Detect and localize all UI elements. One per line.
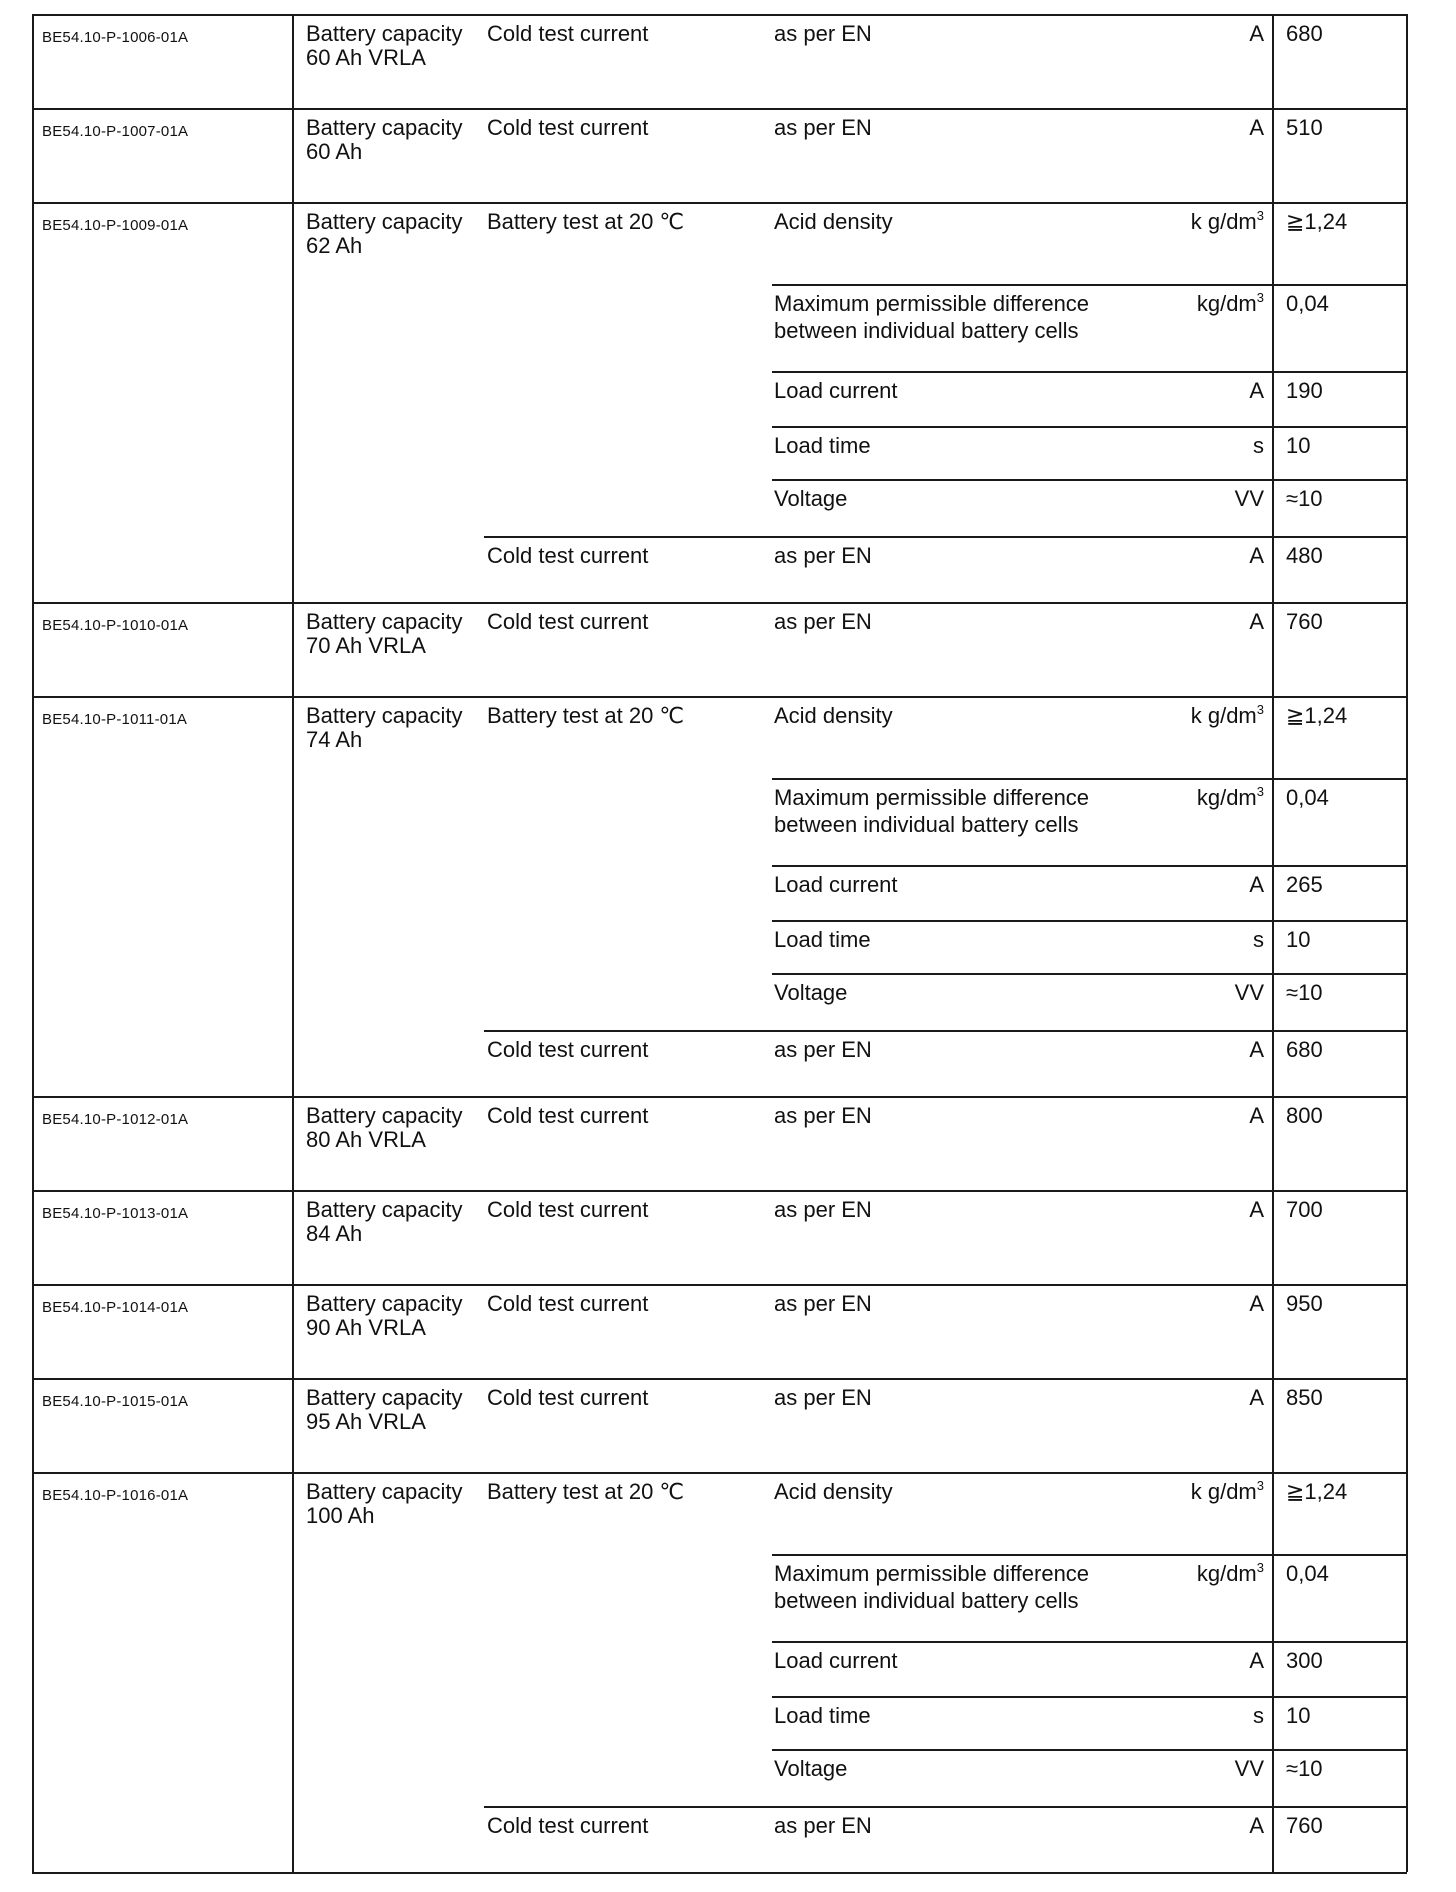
value: 0,04 [1286,785,1329,810]
component-label: Battery capacity [306,1385,463,1410]
unit [1064,21,1264,46]
value: 0,04 [1286,291,1329,316]
row-separator [484,536,1406,538]
parameter-name: as per EN [774,543,872,568]
unit [1064,703,1264,728]
value-column-divider [1272,202,1274,602]
value: 0,04 [1286,1561,1329,1586]
code-column-divider [292,1378,294,1472]
value-column-divider [1272,1472,1274,1872]
code-column-divider [292,1096,294,1190]
group-separator [32,1872,1407,1874]
parameter-name-line2: between individual battery cells [774,318,1079,343]
unit-superscript: 3 [1256,1560,1264,1575]
table-top-border [32,14,1407,16]
value: 850 [1286,1385,1323,1410]
parameter-name: Maximum permissible difference [774,291,1090,316]
row-separator [772,778,1406,780]
part-code: BE54.10-P-1006-01A [42,29,189,46]
value-column-divider [1272,696,1274,1096]
value: ≧1,24 [1286,209,1348,234]
test-name: Cold test current [487,1813,649,1838]
unit-text: VV [1234,1756,1264,1781]
unit [1064,980,1264,1005]
spec-table [32,14,1408,1866]
part-code: BE54.10-P-1010-01A [42,617,189,634]
unit-text: s [1253,927,1264,952]
code-column-divider [292,1472,294,1872]
component-capacity: 84 Ah [306,1221,363,1246]
value: 680 [1286,21,1323,46]
parameter-name: Voltage [774,486,848,511]
value: 800 [1286,1103,1323,1128]
row-separator [772,1749,1406,1751]
left-border [32,108,34,202]
right-border [1406,14,1408,108]
value: 480 [1286,543,1323,568]
row-separator [772,1554,1406,1556]
unit [1064,1648,1264,1673]
row-separator [772,1696,1406,1698]
left-border [32,1190,34,1284]
unit [1064,291,1264,316]
unit [1064,433,1264,458]
component-label: Battery capacity [306,1291,463,1316]
component-label: Battery capacity [306,1479,463,1504]
group-separator [32,1472,1407,1474]
unit [1064,543,1264,568]
unit-text: A [1249,609,1264,634]
part-code: BE54.10-P-1013-01A [42,1205,189,1222]
parameter-name: Voltage [774,980,848,1005]
component-label: Battery capacity [306,703,463,728]
value: 300 [1286,1648,1323,1673]
unit [1064,1703,1264,1728]
value-column-divider [1272,108,1274,202]
value-column-divider [1272,14,1274,108]
right-border [1406,1096,1408,1190]
code-column-divider [292,202,294,602]
unit-text: A [1249,1648,1264,1673]
part-code: BE54.10-P-1016-01A [42,1487,189,1504]
part-code: BE54.10-P-1011-01A [42,711,188,728]
value: ≧1,24 [1286,703,1348,728]
left-border [32,1284,34,1378]
row-separator [772,426,1406,428]
parameter-name: Load current [774,378,898,403]
unit [1064,1813,1264,1838]
row-separator [772,1641,1406,1643]
test-name: Battery test at 20 ℃ [487,703,685,728]
row-separator [772,865,1406,867]
parameter-name: as per EN [774,1037,872,1062]
group-separator [32,602,1407,604]
unit-text: A [1249,1197,1264,1222]
parameter-name-line2: between individual battery cells [774,812,1079,837]
unit [1064,1197,1264,1222]
value: 510 [1286,115,1323,140]
part-code: BE54.10-P-1007-01A [42,123,189,140]
right-border [1406,602,1408,696]
component-capacity: 62 Ah [306,233,363,258]
component-capacity: 80 Ah VRLA [306,1127,426,1152]
value: 760 [1286,1813,1323,1838]
unit [1064,785,1264,810]
code-column-divider [292,696,294,1096]
unit-text: VV [1234,980,1264,1005]
test-name: Battery test at 20 ℃ [487,1479,685,1504]
code-column-divider [292,602,294,696]
value: ≧1,24 [1286,1479,1348,1504]
row-separator [772,284,1406,286]
unit [1064,115,1264,140]
unit-text: kg/dm [1196,291,1257,316]
test-name: Cold test current [487,1197,649,1222]
group-separator [32,1378,1407,1380]
value: 760 [1286,609,1323,634]
test-name: Cold test current [487,1291,649,1316]
part-code: BE54.10-P-1012-01A [42,1111,189,1128]
component-label: Battery capacity [306,1197,463,1222]
value-column-divider [1272,1378,1274,1472]
value-column-divider [1272,602,1274,696]
parameter-name: Maximum permissible difference [774,785,1090,810]
parameter-name-line2: between individual battery cells [774,1588,1079,1613]
test-name: Cold test current [487,1103,649,1128]
row-separator [772,371,1406,373]
parameter-name: Voltage [774,1756,848,1781]
parameter-name: Acid density [774,1479,893,1504]
left-border [32,602,34,696]
value: 190 [1286,378,1323,403]
component-capacity: 100 Ah [306,1503,375,1528]
parameter-name: as per EN [774,609,872,634]
right-border [1406,1472,1408,1872]
row-separator [772,479,1406,481]
row-separator [772,920,1406,922]
parameter-name: Acid density [774,703,893,728]
value-column-divider [1272,1284,1274,1378]
left-border [32,696,34,1096]
unit [1064,378,1264,403]
value: 10 [1286,1703,1311,1728]
parameter-name: Load time [774,927,871,952]
right-border [1406,108,1408,202]
parameter-name: as per EN [774,1385,872,1410]
parameter-name: Load current [774,1648,898,1673]
group-separator [32,108,1407,110]
parameter-name: Load time [774,433,871,458]
value: 950 [1286,1291,1323,1316]
unit [1064,927,1264,952]
value: 265 [1286,872,1323,897]
unit-text: A [1249,115,1264,140]
group-separator [32,696,1407,698]
value: ≈10 [1286,1756,1323,1781]
group-separator [32,202,1407,204]
test-name: Cold test current [487,543,649,568]
component-capacity: 74 Ah [306,727,363,752]
right-border [1406,696,1408,1096]
component-label: Battery capacity [306,209,463,234]
component-label: Battery capacity [306,609,463,634]
unit [1064,1037,1264,1062]
unit-text: kg/dm [1196,785,1257,810]
unit-superscript: 3 [1256,290,1264,305]
value: 700 [1286,1197,1323,1222]
parameter-name: as per EN [774,1813,872,1838]
unit-text: A [1249,872,1264,897]
right-border [1406,1284,1408,1378]
value: 10 [1286,433,1311,458]
component-label: Battery capacity [306,21,463,46]
parameter-name: as per EN [774,1103,872,1128]
code-column-divider [292,14,294,108]
unit-text: VV [1234,486,1264,511]
group-separator [32,1190,1407,1192]
unit-superscript: 3 [1256,784,1264,799]
parameter-name: Load time [774,1703,871,1728]
component-capacity: 70 Ah VRLA [306,633,426,658]
test-name: Cold test current [487,115,649,140]
parameter-name: as per EN [774,21,872,46]
code-column-divider [292,1190,294,1284]
unit-text: k g/dm [1190,703,1257,728]
unit-text: A [1249,21,1264,46]
unit-text: k g/dm [1190,209,1257,234]
unit-superscript: 3 [1256,208,1264,223]
test-name: Cold test current [487,1385,649,1410]
component-capacity: 60 Ah VRLA [306,45,426,70]
row-separator [484,1806,1406,1808]
test-name: Battery test at 20 ℃ [487,209,685,234]
component-label: Battery capacity [306,1103,463,1128]
left-border [32,14,34,108]
component-capacity: 95 Ah VRLA [306,1409,426,1434]
right-border [1406,1378,1408,1472]
unit [1064,1561,1264,1586]
right-border [1406,202,1408,602]
unit [1064,1385,1264,1410]
left-border [32,1472,34,1872]
value-column-divider [1272,1190,1274,1284]
unit [1064,486,1264,511]
part-code: BE54.10-P-1015-01A [42,1393,189,1410]
value-column-divider [1272,1096,1274,1190]
unit-text: A [1249,1385,1264,1410]
parameter-name: Maximum permissible difference [774,1561,1090,1586]
unit-superscript: 3 [1256,1478,1264,1493]
group-separator [32,1284,1407,1286]
right-border [1406,1190,1408,1284]
unit-text: k g/dm [1190,1479,1257,1504]
component-label: Battery capacity [306,115,463,140]
unit-text: s [1253,1703,1264,1728]
unit [1064,1479,1264,1504]
unit [1064,1103,1264,1128]
code-column-divider [292,108,294,202]
unit [1064,1291,1264,1316]
test-name: Cold test current [487,1037,649,1062]
left-border [32,1378,34,1472]
component-capacity: 60 Ah [306,139,363,164]
unit-text: A [1249,1813,1264,1838]
part-code: BE54.10-P-1014-01A [42,1299,189,1316]
unit-text: A [1249,1291,1264,1316]
test-name: Cold test current [487,609,649,634]
parameter-name: as per EN [774,115,872,140]
unit-text: s [1253,433,1264,458]
parameter-name: as per EN [774,1291,872,1316]
value: ≈10 [1286,486,1323,511]
unit-superscript: 3 [1256,702,1264,717]
row-separator [772,973,1406,975]
value: ≈10 [1286,980,1323,1005]
unit [1064,872,1264,897]
unit-text: A [1249,378,1264,403]
code-column-divider [292,1284,294,1378]
unit [1064,1756,1264,1781]
parameter-name: Load current [774,872,898,897]
unit-text: kg/dm [1196,1561,1257,1586]
left-border [32,202,34,602]
test-name: Cold test current [487,21,649,46]
unit-text: A [1249,1037,1264,1062]
unit [1064,209,1264,234]
left-border [32,1096,34,1190]
component-capacity: 90 Ah VRLA [306,1315,426,1340]
part-code: BE54.10-P-1009-01A [42,217,189,234]
parameter-name: Acid density [774,209,893,234]
value: 10 [1286,927,1311,952]
row-separator [484,1030,1406,1032]
value: 680 [1286,1037,1323,1062]
unit-text: A [1249,1103,1264,1128]
parameter-name: as per EN [774,1197,872,1222]
group-separator [32,1096,1407,1098]
unit [1064,609,1264,634]
unit-text: A [1249,543,1264,568]
